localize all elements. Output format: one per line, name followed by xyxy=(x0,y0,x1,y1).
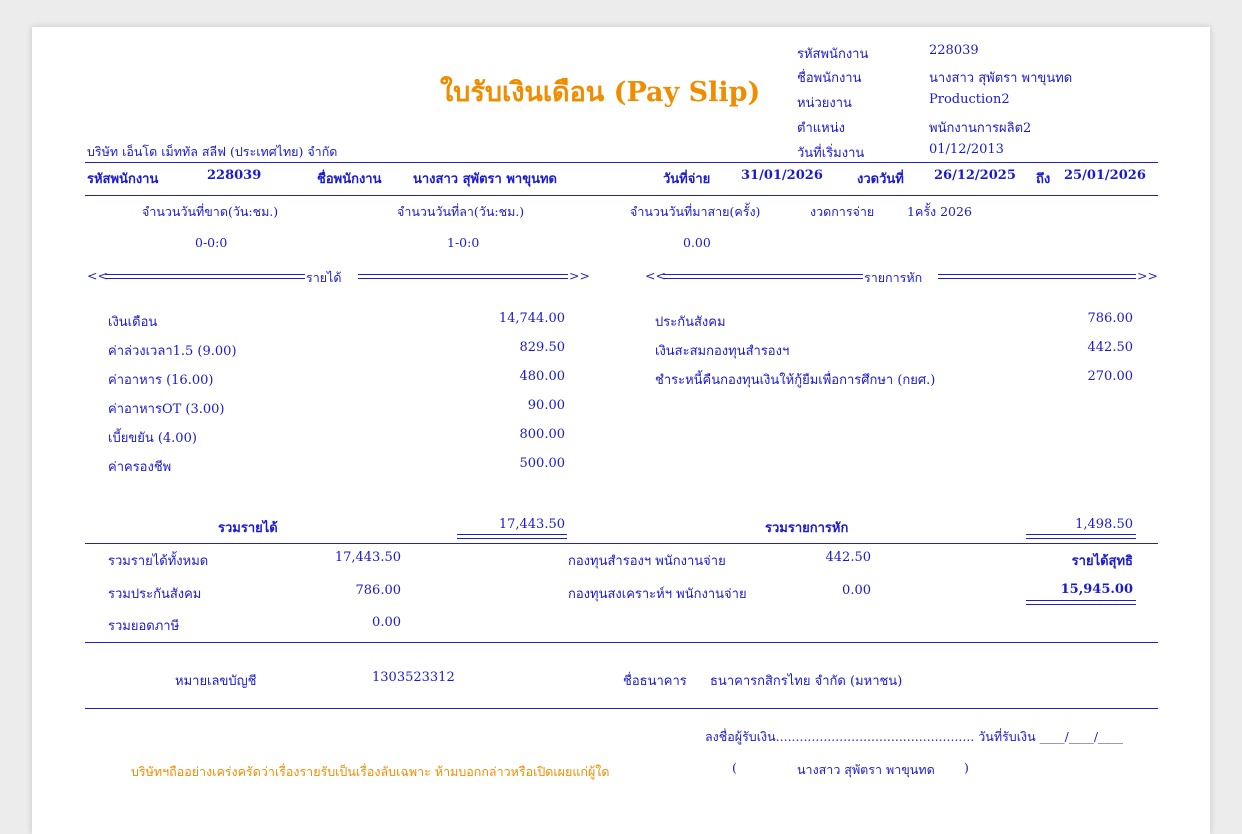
pay-round-label: งวดการจ่าย xyxy=(810,204,875,219)
income-item-value: 480.00 xyxy=(519,369,565,384)
divider xyxy=(85,642,1158,643)
emp-id-label: รหัสพนักงาน xyxy=(797,47,869,62)
leave-label: จำนวนวันที่ลา(วัน:ชม.) xyxy=(397,204,525,219)
deduction-header: รายการหัก xyxy=(864,270,923,285)
total-tax-value: 0.00 xyxy=(372,615,401,630)
all-income-label: รวมรายได้ทั้งหมด xyxy=(108,554,209,569)
emp-start-value: 01/12/2013 xyxy=(929,142,1004,157)
emp-id-value: 228039 xyxy=(929,43,979,58)
net-income-value: 15,945.00 xyxy=(1060,582,1133,597)
pay-date-value: 31/01/2026 xyxy=(741,168,823,183)
absent-value: 0-0:0 xyxy=(195,235,228,250)
account-value: 1303523312 xyxy=(372,670,455,685)
divider xyxy=(85,195,1158,196)
confidential-note: บริษัทฯถืออย่างเคร่งครัดว่าเรื่องรายรับเป็นเรื่องลับเฉพาะ ห้ามบอกกล่าวหรือเปิดเผยแก่ผู้ใด xyxy=(131,764,610,779)
emp-dept-label: หน่วยงาน xyxy=(797,96,852,111)
net-income-label: รายได้สุทธิ xyxy=(1071,554,1133,569)
page-title: ใบรับเงินเดือน (Pay Slip) xyxy=(440,77,761,108)
income-item-label: เงินเดือน xyxy=(108,315,158,330)
emp-start-label: วันที่เริ่มงาน xyxy=(797,146,865,161)
bank-label: ชื่อธนาคาร xyxy=(623,674,687,689)
account-label: หมายเลขบัญชี xyxy=(175,674,257,689)
income-header: รายได้ xyxy=(306,270,342,285)
all-income-value: 17,443.50 xyxy=(334,550,401,565)
total-deduction-value: 1,498.50 xyxy=(1075,517,1133,532)
deduction-arrow-line-right xyxy=(938,274,1136,279)
welfare-value: 0.00 xyxy=(842,583,871,598)
total-income-value: 17,443.50 xyxy=(498,517,565,532)
emp-position-label: ตำแหน่ง xyxy=(797,121,845,136)
bank-name: ธนาคารกสิกรไทย จำกัด (มหาชน) xyxy=(710,674,903,689)
income-item-label: ค่าอาหารOT (3.00) xyxy=(108,402,225,417)
late-value: 0.00 xyxy=(683,235,711,250)
income-arrow-left: << xyxy=(87,268,108,283)
income-item-label: เบี้ยขยัน (4.00) xyxy=(108,431,197,446)
deduction-item-label: ชำระหนี้คืนกองทุนเงินให้กู้ยืมเพื่อการศึกษา (กยศ.) xyxy=(655,373,936,388)
absent-label: จำนวนวันที่ขาด(วัน:ชม.) xyxy=(142,204,279,219)
emp-dept-value: Production2 xyxy=(929,92,1010,107)
deduction-item-value: 786.00 xyxy=(1087,311,1133,326)
emp-name-label: ชื่อพนักงาน xyxy=(797,71,862,86)
deduction-arrow-line-left xyxy=(663,274,863,279)
bar-id-value: 228039 xyxy=(207,168,262,183)
late-label: จำนวนวันที่มาสาย(ครั้ง) xyxy=(630,204,761,219)
total-deduction-underline xyxy=(1026,534,1136,539)
period-label: งวดวันที่ xyxy=(857,172,904,187)
bar-name-label: ชื่อพนักงาน xyxy=(317,172,382,187)
income-item-value: 90.00 xyxy=(527,398,565,413)
total-ss-value: 786.00 xyxy=(355,583,401,598)
income-item-label: ค่าครองชีพ xyxy=(108,460,172,475)
income-item-value: 500.00 xyxy=(519,456,565,471)
deduction-item-value: 270.00 xyxy=(1087,369,1133,384)
provident-value: 442.50 xyxy=(825,550,871,565)
emp-position-value: พนักงานการผลิต2 xyxy=(929,121,1032,136)
period-from: 26/12/2025 xyxy=(934,168,1016,183)
total-income-underline xyxy=(457,534,567,539)
deduction-arrow-left: << xyxy=(645,268,666,283)
pay-round-value: 1ครั้ง 2026 xyxy=(907,204,972,219)
period-to: 25/01/2026 xyxy=(1064,168,1146,183)
signature-line: ลงชื่อผู้รับเงิน.................................................. วันที่รับเงิน ____/____/____ xyxy=(705,729,1124,744)
pay-date-label: วันที่จ่าย xyxy=(663,172,711,187)
income-item-value: 14,744.00 xyxy=(498,311,565,326)
deduction-item-label: ประกันสังคม xyxy=(655,315,726,330)
income-arrow-line-left xyxy=(105,274,305,279)
total-income-label: รวมรายได้ xyxy=(218,521,278,536)
income-arrow-line-right xyxy=(358,274,568,279)
income-item-value: 829.50 xyxy=(519,340,565,355)
provident-label: กองทุนสำรองฯ พนักงานจ่าย xyxy=(568,554,726,569)
signature-open-paren: ( xyxy=(732,760,737,775)
signature-name: นางสาว สุพัตรา พาขุนทด xyxy=(797,762,935,777)
deduction-arrow-right: >> xyxy=(1137,268,1158,283)
period-to-label: ถึง xyxy=(1036,172,1051,187)
net-income-underline xyxy=(1026,600,1136,605)
deduction-item-value: 442.50 xyxy=(1087,340,1133,355)
deduction-item-label: เงินสะสมกองทุนสำรองฯ xyxy=(655,344,790,359)
income-item-label: ค่าล่วงเวลา1.5 (9.00) xyxy=(108,344,237,359)
divider xyxy=(85,543,1158,544)
signature-close-paren: ) xyxy=(964,760,969,775)
emp-name-value: นางสาว สุพัตรา พาขุนทด xyxy=(929,71,1073,86)
company-name: บริษัท เอ็นโด เม็ททัล สลีฟ (ประเทศไทย) จำกัด xyxy=(87,144,338,159)
bar-id-label: รหัสพนักงาน xyxy=(87,172,159,187)
income-arrow-right: >> xyxy=(569,268,590,283)
total-ss-label: รวมประกันสังคม xyxy=(108,587,202,602)
income-item-value: 800.00 xyxy=(519,427,565,442)
welfare-label: กองทุนสงเคราะห์ฯ พนักงานจ่าย xyxy=(568,587,747,602)
total-deduction-label: รวมรายการหัก xyxy=(765,521,849,536)
divider xyxy=(85,162,1158,163)
income-item-label: ค่าอาหาร (16.00) xyxy=(108,373,214,388)
leave-value: 1-0:0 xyxy=(447,235,480,250)
divider xyxy=(85,708,1158,709)
total-tax-label: รวมยอดภาษี xyxy=(108,619,180,634)
bar-name-value: นางสาว สุพัตรา พาขุนทด xyxy=(413,172,558,187)
